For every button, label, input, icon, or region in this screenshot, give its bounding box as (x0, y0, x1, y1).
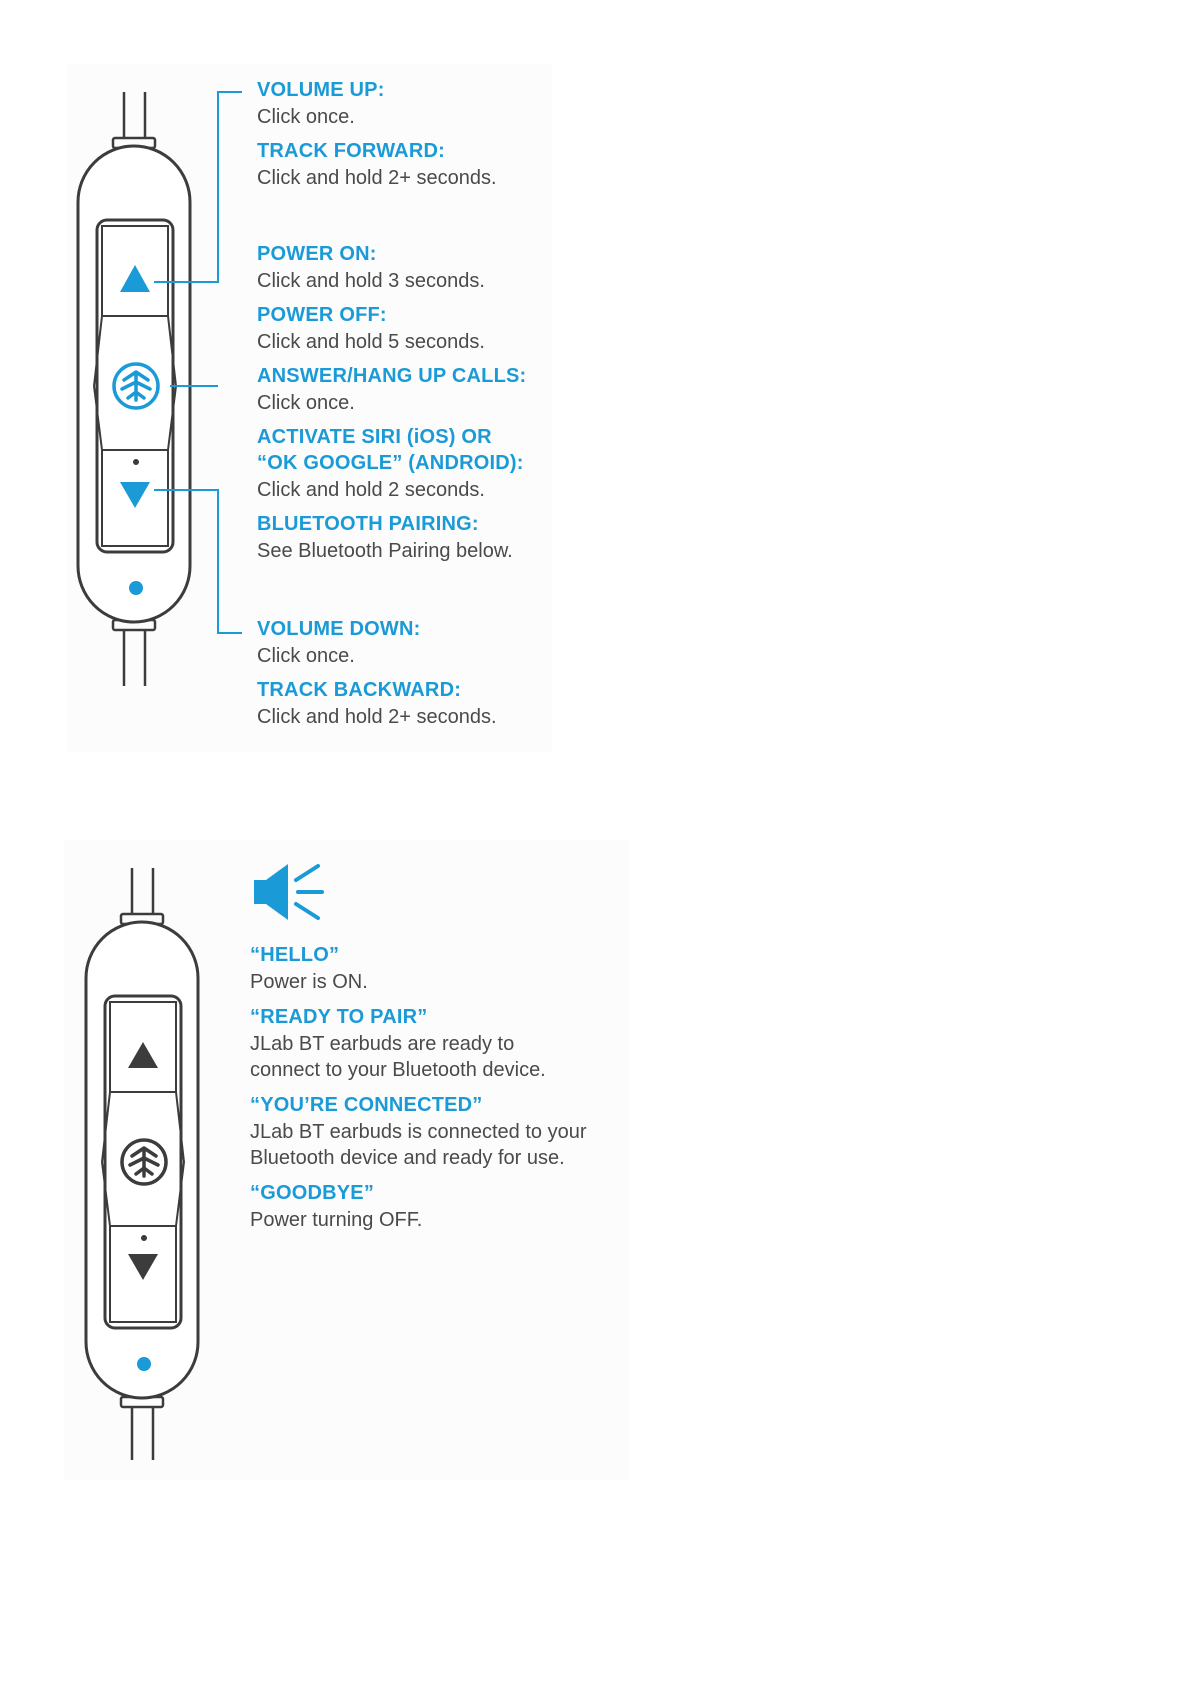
connected-title: “YOU’RE CONNECTED” (250, 1094, 483, 1116)
siri-desc: Click and hold 2 seconds. (257, 479, 485, 501)
volume-up-desc: Click once. (257, 106, 355, 128)
track-forward-desc: Click and hold 2+ seconds. (257, 167, 497, 189)
power-off-desc: Click and hold 5 seconds. (257, 331, 485, 353)
connected-desc-2: Bluetooth device and ready for use. (250, 1147, 565, 1169)
siri-title: ACTIVATE SIRI (iOS) OR (257, 426, 492, 448)
bt-pairing-title: BLUETOOTH PAIRING: (257, 513, 479, 535)
hello-title: “HELLO” (250, 944, 340, 966)
answer-calls-title: ANSWER/HANG UP CALLS: (257, 365, 527, 387)
track-backward-title: TRACK BACKWARD: (257, 679, 462, 701)
goodbye-desc: Power turning OFF. (250, 1209, 423, 1231)
remote-bottom (86, 868, 198, 1460)
led-indicator-icon (129, 581, 143, 595)
track-backward-desc: Click and hold 2+ seconds. (257, 706, 497, 728)
volume-up-title: VOLUME UP: (257, 79, 385, 101)
volume-down-desc: Click once. (257, 645, 355, 667)
siri-dot (133, 459, 139, 465)
remote-top (78, 92, 190, 686)
power-off-title: POWER OFF: (257, 304, 387, 326)
siri-dot-2 (141, 1235, 147, 1241)
volume-down-title: VOLUME DOWN: (257, 618, 421, 640)
track-forward-title: TRACK FORWARD: (257, 140, 445, 162)
led-indicator-icon-2 (137, 1357, 151, 1371)
ready-to-pair-title: “READY TO PAIR” (250, 1006, 428, 1028)
hello-desc: Power is ON. (250, 971, 368, 993)
power-on-title: POWER ON: (257, 243, 377, 265)
power-on-desc: Click and hold 3 seconds. (257, 270, 485, 292)
siri-title-2: “OK GOOGLE” (ANDROID): (257, 452, 524, 474)
ready-to-pair-desc-1: JLab BT earbuds are ready to (250, 1033, 515, 1055)
goodbye-title: “GOODBYE” (250, 1182, 375, 1204)
answer-calls-desc: Click once. (257, 392, 355, 414)
connected-desc-1: JLab BT earbuds is connected to your (250, 1121, 587, 1143)
bt-pairing-desc: See Bluetooth Pairing below. (257, 540, 513, 562)
speaker-icon (254, 864, 322, 920)
ready-to-pair-desc-2: connect to your Bluetooth device. (250, 1059, 546, 1081)
